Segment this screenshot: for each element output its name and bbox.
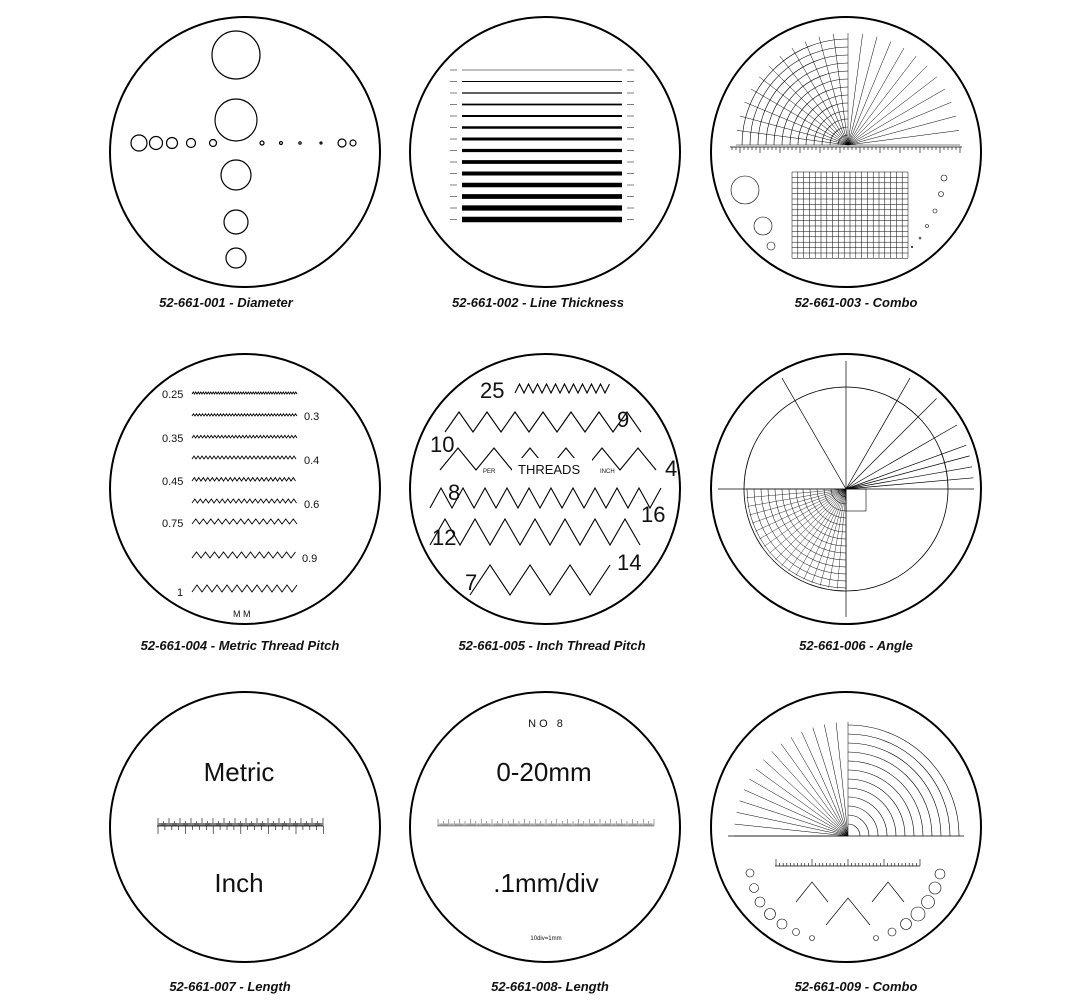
protractor-ray [791,737,848,836]
reference-circle [911,907,925,921]
square-reference [846,489,866,511]
pitch-label-075: 0.75 [162,518,184,530]
angle-fine-ray [804,489,846,580]
protractor-ray [751,89,848,145]
reticle-combo-009 [711,692,981,962]
protractor-arc [848,752,932,836]
reticle-length-007 [110,692,380,962]
reference-circle [810,936,815,941]
tpi-label-10: 10 [430,432,455,457]
reference-circle [941,175,947,181]
reference-circle [874,936,879,941]
angle-ray [782,378,846,489]
pitch-zigzag [192,435,297,438]
pitch-label-045: 0.45 [162,476,184,488]
protractor-ray [740,116,848,145]
protractor-ray [769,66,848,145]
reference-circle [919,237,921,239]
inch-heading: Inch [214,868,264,898]
protractor-ray [813,728,848,836]
tpi-zigzag [430,488,661,508]
caption-004: 52-661-004 - Metric Thread Pitch [140,638,340,653]
reference-circle [731,176,759,204]
reference-circle [901,919,912,930]
protractor-ray [848,42,891,146]
reference-circle [929,882,941,894]
reticle-angle [711,354,981,624]
tpi-label-4: 4 [665,456,678,481]
pitch-zigzag [192,456,296,459]
reference-circle [750,884,759,893]
tpi-zigzag [470,565,610,595]
tpi-zigzag [445,412,641,432]
protractor-ray [735,824,848,836]
tpi-zigzag [430,519,640,545]
caption-006: 52-661-006 - Angle [799,638,913,653]
reference-circle [793,929,800,936]
pitch-label-03: 0.3 [304,411,320,423]
pitch-label-04: 0.4 [304,455,320,467]
protractor-arc [848,725,959,836]
protractor-ray [848,102,952,145]
angle-fine-ray [749,489,846,515]
protractor-ray [819,37,848,145]
reference-circle [777,919,787,929]
protractor-ray [848,89,945,145]
protractor-ray [740,801,848,836]
caption-008: 52-661-008- Length [491,979,609,994]
pitch-label-1: 1 [177,587,184,599]
protractor-arc [848,788,896,836]
protractor-ray [805,42,848,146]
reference-circle [926,225,929,228]
angle-ray [846,478,974,489]
reference-circle [935,869,945,879]
tpi-label-8: 8 [448,480,461,505]
angle-gauge [796,882,828,902]
protractor-arc [848,797,887,836]
reference-circle [922,896,935,909]
division-note: 10div=1mm [530,936,562,942]
pitch-label-035: 0.35 [162,433,184,445]
protractor-ray [763,760,848,836]
tpi-label-12: 12 [432,525,457,550]
protractor-ray [848,130,959,145]
reference-circle [933,209,937,213]
protractor-ray [744,790,848,836]
range-heading: 0-20mm [496,757,592,787]
protractor-ray [848,66,927,145]
pitch-label-06: 0.6 [304,499,320,511]
reticle-length-008 [410,692,680,962]
protractor-arc [848,824,860,836]
protractor-ray [848,37,877,145]
pitch-zigzag [192,499,297,503]
tpi-label-25: 25 [480,378,505,403]
tpi-label-14: 14 [617,550,642,575]
protractor-arc [848,815,869,836]
threads-label: THREADS [518,462,581,477]
protractor-ray [745,102,849,145]
caption-007: 52-661-007 - Length [169,979,291,994]
angle-ray [846,445,966,489]
tpi-label-16: 16 [641,502,666,527]
protractor-ray [772,751,848,836]
pitch-unit-label: M M [233,609,251,619]
pitch-zigzag [192,478,296,481]
reference-circle [888,928,896,936]
caption-003: 52-661-003 - Combo [794,295,918,310]
protractor-ray [848,34,863,145]
caption-002: 52-661-002 - Line Thickness [452,295,624,310]
reference-circle [765,909,776,920]
reticle-diameter [110,17,380,287]
reticle-inch-thread-pitch [410,354,680,624]
metric-heading: Metric [203,757,275,787]
caption-009: 52-661-009 - Combo [794,979,918,994]
reticle-combo-003 [711,17,981,287]
reticle-number: NO 8 [528,718,566,730]
pitch-zigzag [192,392,297,394]
reference-circle [755,897,765,907]
protractor-arc [848,734,950,836]
reticle-metric-thread-pitch [110,354,380,624]
angle-fine-ray [820,489,846,586]
pitch-zigzag [192,519,297,524]
protractor-ray [749,779,848,836]
division-heading: .1mm/div [493,868,599,898]
pitch-label-09: 0.9 [302,553,318,565]
protractor-ray [848,116,956,145]
pitch-zigzag [192,552,296,558]
reference-circle [746,869,754,877]
reference-circle [911,246,913,248]
angle-fine-ray [755,489,846,531]
angle-ray [846,378,910,489]
reference-circle [939,192,944,197]
reference-circle [767,242,775,250]
pitch-zigzag [192,585,297,592]
pitch-zigzag [192,414,297,416]
tpi-zigzag [515,384,610,393]
angle-gauge [872,882,904,902]
protractor-ray [802,732,848,836]
reference-circle [754,217,772,235]
angle-gauge [826,898,870,925]
angle-ray [846,456,970,489]
inch-label: INCH [600,469,615,475]
caption-001: 52-661-001 - Diameter [159,295,293,310]
per-label: PER [483,469,496,475]
pitch-label-025: 0.25 [162,389,184,401]
protractor-ray [792,48,848,145]
protractor-ray [848,48,904,145]
protractor-ray [836,723,848,836]
caption-005: 52-661-005 - Inch Thread Pitch [458,638,646,653]
tpi-label-7: 7 [465,570,478,595]
reticle-line-thickness [410,17,680,287]
tpi-label-9: 9 [617,407,630,432]
